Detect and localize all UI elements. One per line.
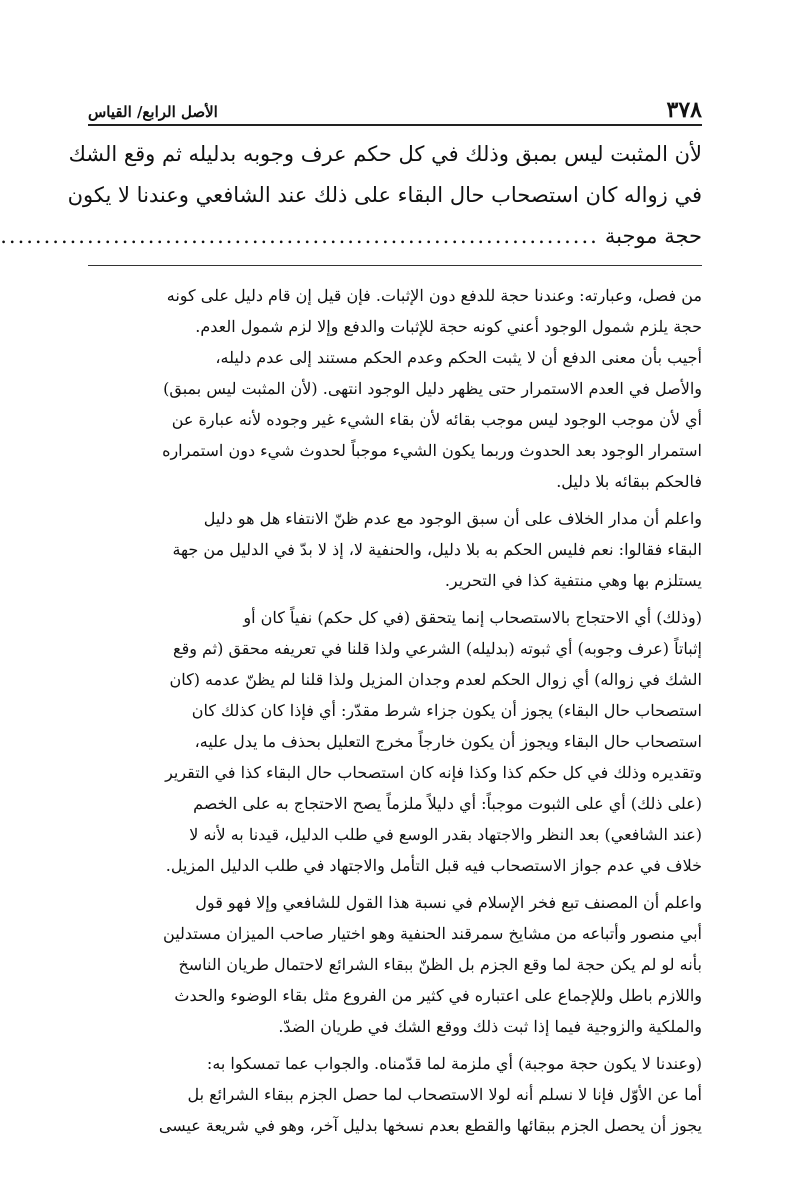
- commentary-line: استصحاب حال البقاء ويجوز أن يكون خارجاً مخرج التعليل بحذف ما يدل عليه،: [194, 732, 702, 751]
- leader-dots: .....................................................................: [0, 224, 599, 248]
- commentary-line: أما عن الأوّل فإنا لا نسلم أنه لولا الاستصحاب لما حصل الجزم ببقاء الشرائع بل: [187, 1085, 702, 1104]
- commentary-line: يستلزم بها وهي منتفية كذا في التحرير.: [444, 571, 702, 590]
- commentary-line: حجة يلزم شمول الوجود أعني كونه حجة للإثبات والدفع وإلا لزم شمول العدم.: [195, 317, 702, 336]
- main-text-line: في زواله كان استصحاب حال البقاء على ذلك عند الشافعي وعندنا لا يكون: [67, 183, 702, 207]
- commentary-line: (على ذلك) أي على الثبوت موجباً: أي دليلاً ملزماً يصح الاحتجاج به على الخصم: [193, 794, 702, 813]
- main-text-line: لأن المثبت ليس بمبق وذلك في كل حكم عرف وجوبه بدليله ثم وقع الشك: [68, 142, 702, 166]
- commentary-line: (وعندنا لا يكون حجة موجبة) أي ملزمة لما قدّمناه. والجواب عما تمسكوا به:: [206, 1054, 702, 1073]
- commentary-line: إثباتاً (عرف وجوبه) أي ثبوته (بدليله) الشرعي ولذا قلنا في تعريفه محقق (ثم وقع: [173, 639, 702, 658]
- commentary-line: البقاء فقالوا: نعم فليس الحكم به بلا دليل، والحنفية لا، إذ لا بدّ في الدليل من جهة: [172, 540, 702, 559]
- separator-line: [88, 265, 702, 266]
- commentary-line: أبي منصور وأتباعه من مشايخ سمرقند الحنفية وهو اختيار صاحب الميزان مستدلين: [163, 924, 702, 943]
- commentary-line: فالحكم ببقائه بلا دليل.: [556, 472, 702, 491]
- commentary-line: وتقديره وذلك في كل حكم كذا وكذا فإنه كان استصحاب حال البقاء كذا في التقرير: [165, 763, 702, 782]
- commentary-line: واللازم باطل وللإجماع على اعتباره في كثير من الفروع مثل بقاء الوضوء والحدث: [174, 986, 702, 1005]
- commentary-line: (عند الشافعي) بعد النظر والاجتهاد بقدر الوسع في طلب الدليل، قيدنا به لأنه لا: [189, 825, 702, 844]
- page-number: ٣٧٨: [666, 97, 702, 123]
- commentary-line: من فصل، وعبارته: وعندنا حجة للدفع دون الإثبات. فإن قيل إن قام دليل على كونه: [166, 286, 702, 305]
- commentary-line: خلاف في عدم جواز الاستصحاب فيه قبل التأمل والاجتهاد في طلب الدليل المزيل.: [165, 856, 702, 875]
- commentary-line: بأنه لو لم يكن حجة لما وقع الجزم بل الظنّ ببقاء الشرائع لاحتمال طريان الناسخ: [178, 955, 702, 974]
- main-text: [0, 134, 702, 257]
- commentary-line: يجوز أن يحصل الجزم ببقائها والقطع بعدم نسخها بدليل آخر، وهو في شريعة عيسى: [158, 1116, 702, 1135]
- commentary-line: أجيب بأن معنى الدفع أن لا يثبت الحكم وعدم الحكم مستند إلى عدم دليله،: [215, 348, 702, 367]
- commentary-line: والملكية والزوجية فيما إذا ثبت ذلك ووقع الشك في طريان الضدّ.: [278, 1017, 702, 1036]
- commentary-line: استصحاب حال البقاء) يجوز أن يكون جزاء شرط مقدّر: أي فإذا كان كذلك كان: [191, 701, 702, 720]
- book-page: [0, 86, 702, 1141]
- commentary-line: والأصل في العدم الاستمرار حتى يظهر دليل الوجود انتهى. (لأن المثبت ليس بمبق): [163, 379, 702, 398]
- main-text-line: [0, 216, 702, 257]
- commentary-line: واعلم أن المصنف تبع فخر الإسلام في نسبة هذا القول للشافعي وإلا فهو قول: [195, 893, 702, 912]
- commentary-line: واعلم أن مدار الخلاف على أن سبق الوجود مع عدم ظنّ الانتفاء هل هو دليل: [203, 509, 702, 528]
- page-header: [88, 86, 702, 126]
- main-text-line-end: حجة موجبة: [604, 224, 702, 248]
- commentary-line: استمرار الوجود بعد الحدوث وربما يكون الشيء موجباً لحدوث شيء دون استمراره: [162, 441, 702, 460]
- commentary-line: الشك في زواله) أي زوال الحكم لعدم وجدان المزيل ولذا قلنا لم يظنّ عدمه (كان: [169, 670, 702, 689]
- commentary: [88, 280, 702, 1141]
- commentary-line: أي لأن موجب الوجود ليس موجب بقائه لأن بقاء الشيء غير وجوده لأنه عبارة عن: [171, 410, 702, 429]
- commentary-line: (وذلك) أي الاحتجاج بالاستصحاب إنما يتحقق (في كل حكم) نفياً كان أو: [243, 608, 702, 627]
- running-title: الأصل الرابع/ القياس: [88, 103, 218, 121]
